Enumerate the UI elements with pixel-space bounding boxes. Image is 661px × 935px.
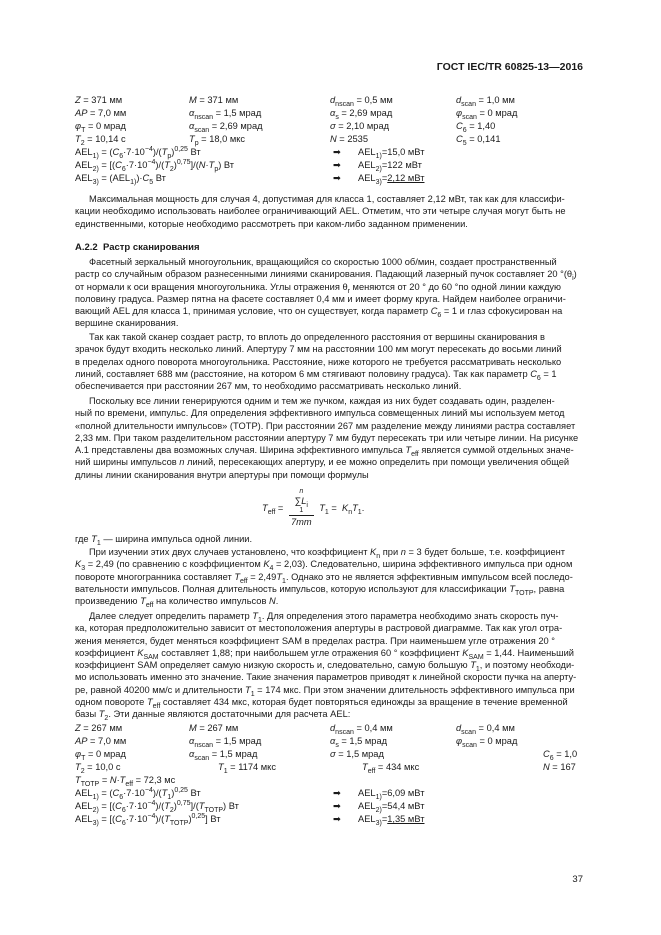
result-ael1: $AEL_{1)}=15,0$ мВт: [358, 147, 425, 160]
standard-header: ГОСТ IEC/TR 60825-13—2016: [436, 61, 583, 73]
formula-ael2: $AEL_{2)} = [(C_6\cdot 7\cdot 10^{-4})/(T_2)^{0,75}]/(N\cdot T_p)$ Вт: [75, 158, 235, 173]
paragraph-kn-coefficient: При изучении этих двух случаев установлено, что коэффициент $K_n$ при n = 3 будет больше, т.е. коэффициент $K_3 = 2,49$ (по сравнению с коэффициентом $K_4 = 2,03$). Следовательно, ширина эффективного импульса при одном повороте многогранника составляет $T_{eff} = 2,49T_1$. Однако это не является эффективным импульсом всей последо- вательности импульсов. Полная длительность импульсов, которую используют для классификации $T_{TOTP}$, равна произведению $T_{eff}$ на количество импульсов N.: [75, 547, 573, 610]
param-n: N = 2535: [330, 134, 368, 144]
implies-arrow-icon: ➡: [333, 173, 341, 183]
param-sigma: σ = 2,10 мрад: [330, 121, 390, 131]
implies-arrow-icon: ➡: [333, 788, 341, 798]
param-ttotp: $T_{TOTP} = N\cdot T_{eff} = 72,3$ мс: [75, 775, 176, 788]
paragraph-totp: Поскольку все линии генерируются одним и тем же пучком, каждая из них будет создавать один, разделен- ный по времени, импульс. Для определения эффективного импульса совмещенных линий мы используем метод «полной длительности импульсов» (TOTP). При расстоянии 267 мм разделение между линиями растра составляет 2,33 мм. При таком разделительном расстоянии апертуру 7 мм будут пересекать три или четыре линии. На рисунке А.1 представлены два возможных случая. Ширина эффективного импульса $T_{eff}$ является суммой отдельных значе- ний ширины импульсов n линий, пересекающих апертуру, и ее можно определить при помощи увеличения общей длины линии сканирования внутри апертуры при помощи формулы: [75, 396, 579, 480]
param-t2: $T_2 = 10,0$ с: [75, 762, 121, 775]
paragraph-raster-intro: Фасетный зеркальный многоугольник, вращающийся со скоростью 1000 об/мин, создает пространственный растр со случайным образом разнесенными линиями сканирования. Падающий лазерный пучок составляет 20 $^\circ(\theta_i)$ от нормали к оси вращения многоугольника. Углы отражения $\theta_r$ меняются от 20 ° до 60 °по одной линии каждую половину градуса. Размер пятна на фасете составляет 0,4 мм и имеет форму круга. Найдем наиболее ограничи- вающий AEL для класса 1, принимая условие, что он существует, когда параметр $C_6 = 1$ и глаз сфокусирован на вершине сканирования.: [75, 257, 577, 329]
param-phi-t: $\varphi_T = 0$ мрад: [75, 749, 126, 762]
param-alpha-nscan: $\alpha_{nscan} = 1,5$ мрад: [189, 108, 262, 121]
where-line: где $T_1$ — ширина импульса одной линии.: [75, 534, 253, 547]
formula-teff: $T_{eff}$ = n $\sum L_i$ 1 7mm $T_1 = K_nT_1$.: [262, 488, 365, 527]
param-m: M = 371 мм: [189, 95, 239, 105]
param-ap: AP = 7,0 мм: [75, 108, 127, 118]
param-m: M = 267 мм: [189, 723, 239, 733]
param-n: N = 167: [543, 762, 576, 772]
implies-arrow-icon: ➡: [333, 801, 341, 811]
param-c6: $C_6 = 1,40$: [456, 121, 496, 134]
param-z: Z = 267 мм: [75, 723, 123, 733]
param-t2: $T_2 = 10,14$ с: [75, 134, 126, 147]
page-number: 37: [572, 874, 583, 885]
result-ael3: $AEL_{3)}=2,12$ мВт: [358, 173, 425, 186]
result-ael2: $AEL_{2)}=122$ мВт: [358, 160, 422, 173]
param-z: Z = 371 мм: [75, 95, 123, 105]
param-dnscan: $d_{nscan} = 0,4$ мм: [330, 723, 393, 736]
param-dnscan: $d_{nscan} = 0,5$ мм: [330, 95, 393, 108]
param-alpha-scan: $\alpha_{scan} = 2,69$ мрад: [189, 121, 263, 134]
paragraph-sam-coefficient: Далее следует определить параметр $T_1$. Для определения этого параметра необходимо знать скорость пуч- ка, которая предположительно зависит от местоположения апертуры в растровой диаграмме. Так как угол отра- жения меняется, будет меняться коэффициент SAM в пределах растра. При наименьшем угле отражения 20 ° коэффициент $K_{SAM}$ составляет 1,88; при наибольшем угле отражения 60 ° коэффициент $K_{SAM} = 1,44$. Наименьший коэффициент SAM определяет самую низкую скорость и, следовательно, самую большую $T_1$, и поэтому необходи- мо использовать именно это значение. Такие значения параметров приводят к линейной скорости пучка на аперту- ре, равной 40200 мм/с и длительности $T_1 = 174$ мкс. При этом значении длительность эффективного импульса при одном повороте $T_{eff}$ составляет 434 мкс, которая будет повторяться единожды за вращение в течение временной базы $T_2$. Эти данные являются достаточными для расчета AEL:: [75, 611, 577, 723]
param-phi-scan: $\varphi_{scan} = 0$ мрад: [456, 736, 518, 749]
result-ael3: $AEL_{3)}=1,35$ мВт: [358, 814, 425, 827]
param-c5: $C_5 = 0,141$: [456, 134, 501, 147]
formula-ael3: $AEL_{3)} = [(C_6\cdot 7\cdot 10^{-4})/(T_{TOTP})^{0,25}]$ Вт: [75, 812, 221, 827]
formula-ael2: $AEL_{2)} = [(C_6\cdot 7\cdot 10^{-4})/(T_2)^{0,75}]/(T_{TOTP})$ Вт: [75, 799, 239, 814]
implies-arrow-icon: ➡: [333, 814, 341, 824]
param-dscan: $d_{scan} = 0,4$ мм: [456, 723, 515, 736]
param-alpha-nscan: $\alpha_{nscan} = 1,5$ мрад: [189, 736, 262, 749]
param-ap: AP = 7,0 мм: [75, 736, 127, 746]
result-ael2: $AEL_{2)}=54,4$ мВт: [358, 801, 425, 814]
section-heading: A.2.2 Растр сканирования: [75, 242, 200, 253]
implies-arrow-icon: ➡: [333, 147, 341, 157]
param-sigma: σ = 1,5 мрад: [330, 749, 384, 759]
param-t1: $T_1 = 1174$ мкс: [218, 762, 276, 775]
paragraph-multiple-lines: Так как такой сканер создает растр, то вплоть до определенного расстояния от вершины сканирования в зрачок будут входить несколько линий. Апертуру 7 мм на расстоянии 100 мм могут пересекать до восьми линий в пределах одного поворота многоугольника. Расстояние, ниже которого не требуется рассматривать несколько линий, составляет 688 мм (расстояние, на котором 6 мм стягивают половину градуса). Так как параметр $C_6 = 1$ обеспечивается при расстоянии 267 мм, то необходимо рассматривать несколько линий.: [75, 332, 562, 392]
param-c6: $C_6 = 1,0$: [543, 749, 578, 762]
formula-ael1: $AEL_{1)} = (C_6\cdot 7\cdot 10^{-4})/(T_p)^{0,25}$ Вт: [75, 145, 201, 160]
param-dscan: $d_{scan} = 1,0$ мм: [456, 95, 515, 108]
param-tp: $T_p = 18,0$ мкс: [189, 134, 246, 147]
param-phi-scan: $\varphi_{scan} = 0$ мрад: [456, 108, 518, 121]
formula-ael3: $AEL_{3)} = (AEL_{1)})\cdot C_5$ Вт: [75, 173, 166, 186]
param-alpha-s: $\alpha_s = 1,5$ мрад: [330, 736, 388, 749]
param-phi-t: $\varphi_T = 0$ мрад: [75, 121, 126, 134]
result-ael1: $AEL_{1)}=6,09$ мВт: [358, 788, 425, 801]
param-teff: $T_{eff} = 434$ мкс: [362, 762, 420, 775]
param-alpha-s: $\alpha_s = 2,69$ мрад: [330, 108, 393, 121]
implies-arrow-icon: ➡: [333, 160, 341, 170]
param-alpha-scan: $\alpha_{scan} = 1,5$ мрад: [189, 749, 258, 762]
formula-ael1: $AEL_{1)} = (C_6\cdot 7\cdot 10^{-4})/(T_1)^{0,25}$ Вт: [75, 786, 201, 801]
paragraph-max-power: Максимальная мощность для случая 4, допустимая для класса 1, составляет 2,12 мВт, так как для классифи- кации необходимо использовать наиболее ограничивающий AEL. Отметим, что эти четыре случая могут быть не единственными, которые необходимо рассмотреть при каком-либо заданном применении.: [75, 194, 566, 229]
